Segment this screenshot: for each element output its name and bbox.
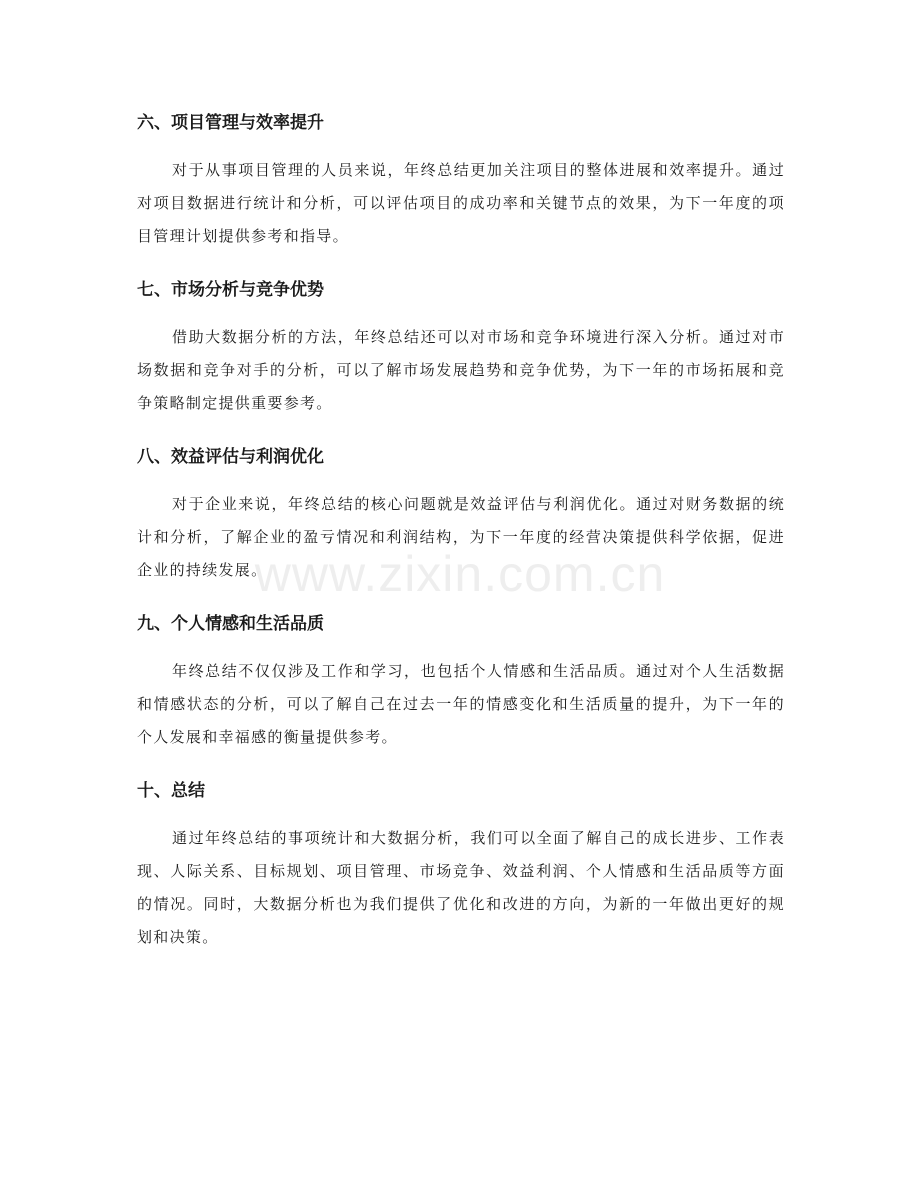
section-body-8: 对于企业来说，年终总结的核心问题就是效益评估与利润优化。通过对财务数据的统计和分析，了解企业的盈亏情况和利润结构，为下一年度的经营决策提供科学依据，促进企业的持续发展。	[137, 495, 785, 579]
section-heading-6: 六、项目管理与效率提升	[137, 113, 324, 133]
document-content	[137, 106, 785, 974]
section-body-7: 借助大数据分析的方法，年终总结还可以对市场和竞争环境进行深入分析。通过对市场数据和竞争对手的分析，可以了解市场发展趋势和竞争优势，为下一年的市场拓展和竞争策略制定提供重要参考。	[137, 328, 785, 412]
section-body-6: 对于从事项目管理的人员来说，年终总结更加关注项目的整体进展和效率提升。通过对项目数据进行统计和分析，可以评估项目的成功率和关键节点的效果，为下一年度的项目管理计划提供参考和指导。	[137, 161, 785, 245]
section-body-10: 通过年终总结的事项统计和大数据分析，我们可以全面了解自己的成长进步、工作表现、人际关系、目标规划、项目管理、市场竞争、效益利润、个人情感和生活品质等方面的情况。同时，大数据分析也为我们提供了优化和改进的方向，为新的一年做出更好的规划和决策。	[137, 829, 785, 946]
section-heading-8: 八、效益评估与利润优化	[137, 447, 324, 467]
section-heading-10: 十、总结	[137, 781, 205, 801]
watermark: www.zixin.com.cn	[254, 546, 666, 602]
section-heading-7: 七、市场分析与竞争优势	[137, 280, 324, 300]
section-heading-9: 九、个人情感和生活品质	[137, 614, 324, 634]
section-body-9: 年终总结不仅仅涉及工作和学习，也包括个人情感和生活品质。通过对个人生活数据和情感状态的分析，可以了解自己在过去一年的情感变化和生活质量的提升，为下一年的个人发展和幸福感的衡量提供参考。	[137, 662, 785, 746]
